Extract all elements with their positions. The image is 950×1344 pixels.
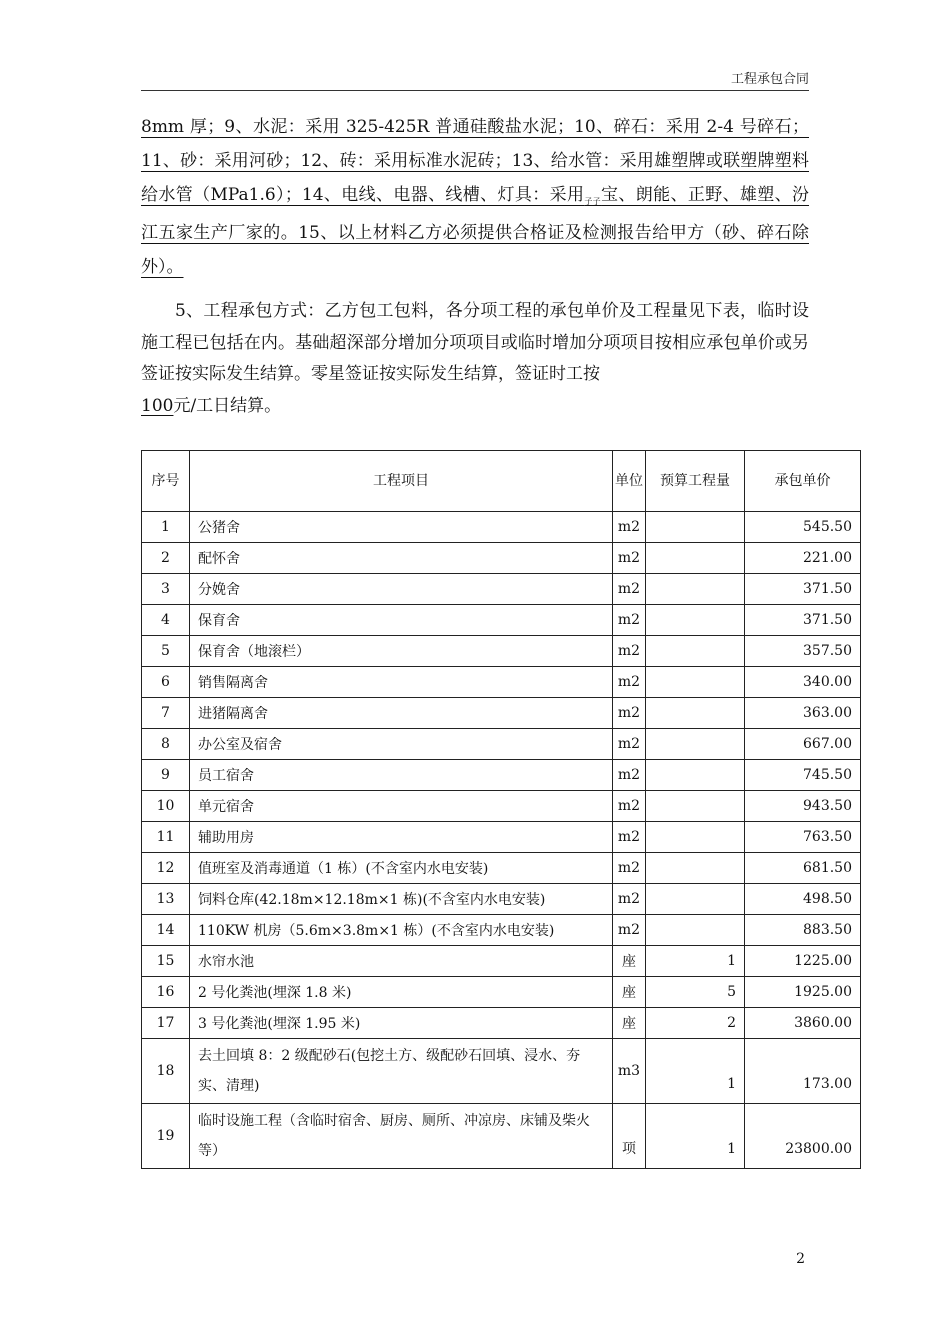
cell-qty: 2	[646, 1008, 745, 1039]
page-number: 2	[796, 1251, 805, 1267]
cell-qty	[646, 853, 745, 884]
cell-no: 14	[142, 915, 190, 946]
cell-price: 23800.00	[745, 1104, 861, 1169]
header-title: 工程承包合同	[730, 72, 809, 87]
table-row	[142, 946, 861, 977]
table-row	[142, 1104, 861, 1169]
cell-item: 去土回填 8：2 级配砂石(包挖土方、级配砂石回填、浸水、夯实、清理)	[190, 1039, 613, 1104]
cell-unit: m2	[613, 698, 646, 729]
table-row	[142, 853, 861, 884]
table-row	[142, 791, 861, 822]
table-row	[142, 698, 861, 729]
cell-no: 18	[142, 1039, 190, 1104]
table-row	[142, 915, 861, 946]
cell-item: 单元宿舍	[190, 791, 613, 822]
cell-unit: m2	[613, 791, 646, 822]
cell-unit: 座	[613, 946, 646, 977]
table-row	[142, 729, 861, 760]
unit-price-table	[141, 450, 861, 1169]
cell-no: 15	[142, 946, 190, 977]
table-row	[142, 1008, 861, 1039]
cell-price: 371.50	[745, 605, 861, 636]
cell-unit: m2	[613, 636, 646, 667]
labor-rate-amount: 100	[141, 395, 174, 416]
cell-unit: m3	[613, 1039, 646, 1104]
cell-item: 保育舍（地滚栏）	[190, 636, 613, 667]
cell-unit: m2	[613, 915, 646, 946]
cell-price: 1925.00	[745, 977, 861, 1008]
cell-price: 943.50	[745, 791, 861, 822]
cell-no: 8	[142, 729, 190, 760]
cell-item: 员工宿舍	[190, 760, 613, 791]
materials-text-a: 8mm 厚；9、水泥：采用 325-425R 普通硅酸盐水泥；10、碎石：采用 2-4 号碎石；11、砂：采用河砂；12、砖：采用标准水泥砖；13、给水管：采用雄塑牌或联塑牌塑料给水管（MPa1.6）；14、电线、电器、线槽、灯具：采用	[141, 117, 809, 206]
table-header-row	[142, 451, 861, 512]
cell-qty: 1	[646, 1039, 745, 1104]
table-row	[142, 574, 861, 605]
materials-paragraph	[141, 110, 809, 284]
cell-unit: 项	[613, 1104, 646, 1169]
table-row	[142, 636, 861, 667]
cell-item: 办公室及宿舍	[190, 729, 613, 760]
cell-no: 9	[142, 760, 190, 791]
cell-price: 545.50	[745, 512, 861, 543]
table-row	[142, 977, 861, 1008]
cell-item: 临时设施工程（含临时宿舍、厨房、厕所、冲凉房、床铺及柴火等）	[190, 1104, 613, 1169]
cell-qty: 1	[646, 946, 745, 977]
cell-no: 4	[142, 605, 190, 636]
materials-subscript: 子子	[584, 197, 602, 207]
cell-price: 371.50	[745, 574, 861, 605]
cell-qty	[646, 884, 745, 915]
cell-no: 7	[142, 698, 190, 729]
cell-no: 12	[142, 853, 190, 884]
cell-unit: m2	[613, 822, 646, 853]
cell-item: 配怀舍	[190, 543, 613, 574]
cell-qty	[646, 543, 745, 574]
cell-item: 分娩舍	[190, 574, 613, 605]
cell-price: 763.50	[745, 822, 861, 853]
cell-unit: m2	[613, 512, 646, 543]
cell-no: 13	[142, 884, 190, 915]
cell-qty	[646, 636, 745, 667]
cell-item: 值班室及消毒通道（1 栋）(不含室内水电安装)	[190, 853, 613, 884]
table-row	[142, 760, 861, 791]
cell-qty: 1	[646, 1104, 745, 1169]
cell-qty	[646, 915, 745, 946]
cell-item: 辅助用房	[190, 822, 613, 853]
cell-qty	[646, 729, 745, 760]
table-row	[142, 884, 861, 915]
cell-no: 5	[142, 636, 190, 667]
header-rule	[141, 90, 809, 91]
cell-price: 3860.00	[745, 1008, 861, 1039]
cell-no: 16	[142, 977, 190, 1008]
cell-qty	[646, 512, 745, 543]
cell-item: 2 号化粪池(埋深 1.8 米)	[190, 977, 613, 1008]
cell-price: 363.00	[745, 698, 861, 729]
cell-qty	[646, 791, 745, 822]
cell-unit: m2	[613, 667, 646, 698]
cell-item: 进猪隔离舍	[190, 698, 613, 729]
cell-unit: m2	[613, 574, 646, 605]
cell-unit: 座	[613, 977, 646, 1008]
cell-item: 3 号化粪池(埋深 1.95 米)	[190, 1008, 613, 1039]
cell-price: 173.00	[745, 1039, 861, 1104]
header-unit: 单位	[613, 451, 646, 512]
cell-unit: m2	[613, 760, 646, 791]
header-no: 序号	[142, 451, 190, 512]
cell-item: 饲料仓库(42.18m×12.18m×1 栋)(不含室内水电安装)	[190, 884, 613, 915]
cell-unit: m2	[613, 729, 646, 760]
cell-unit: m2	[613, 853, 646, 884]
cell-no: 10	[142, 791, 190, 822]
cell-unit: 座	[613, 1008, 646, 1039]
cell-qty	[646, 667, 745, 698]
cell-price: 883.50	[745, 915, 861, 946]
header-item: 工程项目	[190, 451, 613, 512]
cell-price: 681.50	[745, 853, 861, 884]
cell-qty	[646, 574, 745, 605]
cell-price: 667.00	[745, 729, 861, 760]
cell-no: 11	[142, 822, 190, 853]
materials-text-b: 宝、朗能、正野、雄塑、汾江五家生产厂家的。15、以上材料乙方必须提供合格证及检测报告给甲方（砂、碎石除外）。	[141, 185, 810, 277]
header-qty: 预算工程量	[646, 451, 745, 512]
cell-unit: m2	[613, 605, 646, 636]
cell-price: 357.50	[745, 636, 861, 667]
cell-item: 保育舍	[190, 605, 613, 636]
cell-item: 110KW 机房（5.6m×3.8m×1 栋）(不含室内水电安装)	[190, 915, 613, 946]
contract-method-text-a: 5、工程承包方式：乙方包工包料，各分项工程的承包单价及工程量见下表，临时设施工程已包括在内。基础超深部分增加分项项目或临时增加分项项目按相应承包单价或另签证按实际发生结算。零星签证按实际发生结算，签证时工按	[141, 301, 809, 384]
cell-no: 6	[142, 667, 190, 698]
table-row	[142, 512, 861, 543]
cell-qty	[646, 822, 745, 853]
table-row	[142, 543, 861, 574]
cell-no: 2	[142, 543, 190, 574]
table-row	[142, 605, 861, 636]
contract-method-text-b: 元/工日结算。	[173, 395, 282, 416]
cell-no: 3	[142, 574, 190, 605]
table-row	[142, 1039, 861, 1104]
cell-price: 745.50	[745, 760, 861, 791]
cell-price: 221.00	[745, 543, 861, 574]
cell-no: 19	[142, 1104, 190, 1169]
cell-qty: 5	[646, 977, 745, 1008]
cell-item: 公猪舍	[190, 512, 613, 543]
cell-item: 销售隔离舍	[190, 667, 613, 698]
cell-item: 水帘水池	[190, 946, 613, 977]
cell-price: 340.00	[745, 667, 861, 698]
cell-price: 498.50	[745, 884, 861, 915]
cell-qty	[646, 760, 745, 791]
cell-unit: m2	[613, 884, 646, 915]
cell-price: 1225.00	[745, 946, 861, 977]
cell-no: 1	[142, 512, 190, 543]
cell-qty	[646, 698, 745, 729]
cell-no: 17	[142, 1008, 190, 1039]
cell-unit: m2	[613, 543, 646, 574]
cell-qty	[646, 605, 745, 636]
header-price: 承包单价	[745, 451, 861, 512]
table-row	[142, 822, 861, 853]
table-row	[142, 667, 861, 698]
contract-method-paragraph	[141, 296, 809, 422]
